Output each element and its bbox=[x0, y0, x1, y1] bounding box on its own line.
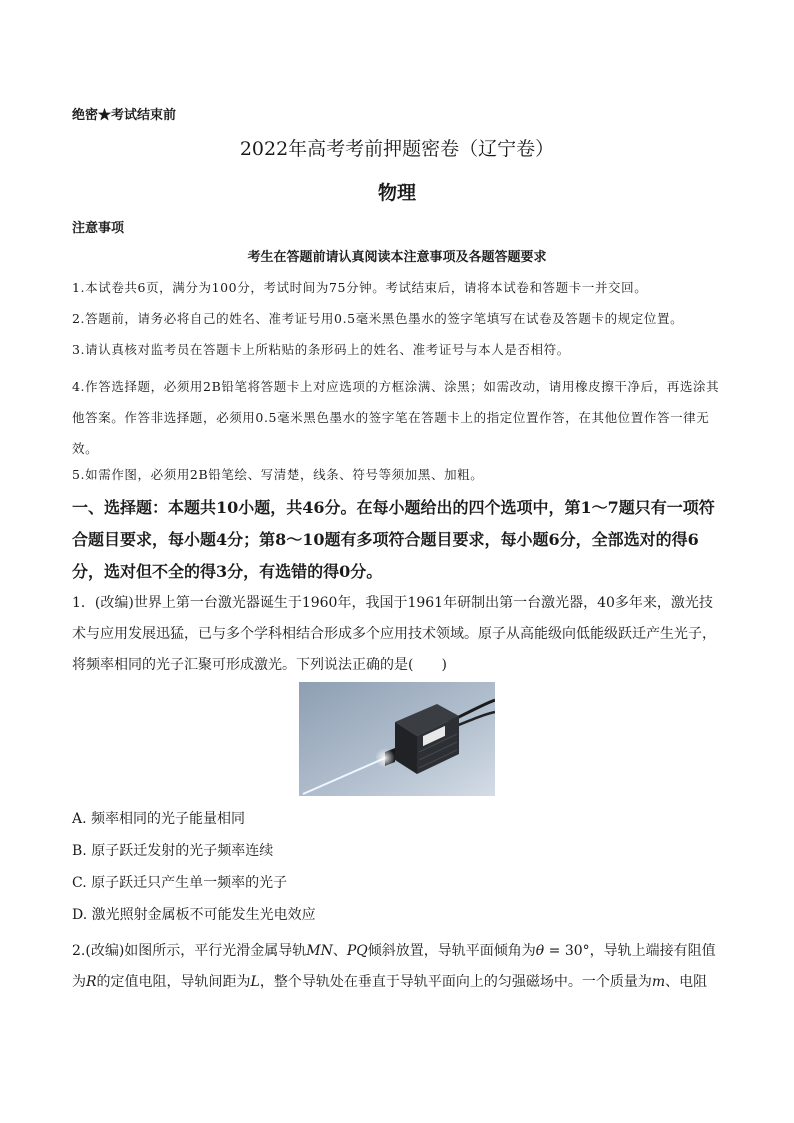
option-c: C. 原子跃迁只产生单一频率的光子 bbox=[72, 875, 288, 891]
option-b: B. 原子跃迁发射的光子频率连续 bbox=[72, 843, 274, 859]
q2-var-theta: θ bbox=[535, 943, 545, 959]
q2-var-pq: PQ bbox=[346, 943, 368, 959]
q2-text: 的定值电阻，导轨间距为 bbox=[96, 974, 251, 990]
section-heading: 一、选择题：本题共10小题，共46分。在每小题给出的四个选项中，第1～7题只有一项符合题目要求，每小题4分；第8～10题有多项符合题目要求，每小题6分，全部选对的得6分，选对但不全的得3分，有选错的得0分。 bbox=[72, 498, 715, 581]
secret-label: 绝密★考试结束前 bbox=[72, 108, 177, 123]
question-2-stem bbox=[72, 936, 722, 998]
subject-title: 物理 bbox=[377, 182, 416, 204]
notice-item: 5.如需作图，必须用2B铅笔绘、写清楚，线条、符号等须加黑、加粗。 bbox=[72, 467, 484, 482]
notice-item: 2.答题前，请务必将自己的姓名、准考证号用0.5毫米黑色墨水的签字笔填写在试卷及答题卡的规定位置。 bbox=[72, 311, 684, 326]
notice-heading: 注意事项 bbox=[72, 221, 125, 236]
option-a: A. 频率相同的光子能量相同 bbox=[72, 811, 246, 827]
q2-var-m: m bbox=[651, 974, 666, 990]
option-d: D. 激光照射金属板不可能发生光电效应 bbox=[72, 907, 316, 923]
q2-var-r: R bbox=[86, 974, 97, 990]
q2-text: = 30°，导轨上端接有阻值为 bbox=[72, 943, 716, 990]
q2-text: 、电阻 bbox=[665, 974, 708, 990]
question-1-stem: 1．(改编)世界上第一台激光器诞生于1960年，我国于1961年研制出第一台激光器，40多年来，激光技术与应用发展迅猛，已与多个学科相结合形成多个应用技术领域。原子从高能级向低能级跃迁产生光子，将频率相同的光子汇聚可形成激光。下列说法正确的是( ) bbox=[72, 595, 716, 673]
laser-device-photo bbox=[299, 682, 495, 796]
q2-var-l: L bbox=[250, 974, 260, 990]
q2-var-mn: MN bbox=[306, 943, 333, 959]
notice-item: 3.请认真核对监考员在答题卡上所粘贴的条形码上的姓名、准考证号与本人是否相符。 bbox=[72, 342, 570, 357]
exam-title: 2022年高考考前押题密卷（辽宁卷） bbox=[239, 138, 555, 160]
notice-item: 1.本试卷共6页，满分为100分，考试时间为75分钟。考试结束后，请将本试卷和答题卡一并交回。 bbox=[72, 280, 648, 295]
notice-item: 4.作答选择题，必须用2B铅笔将答题卡上对应选项的方框涂满、涂黑；如需改动，请用橡皮擦干净后，再选涂其他答案。作答非选择题，必须用0.5毫米黑色墨水的签字笔在答题卡上的指定位置作答，在其他位置作答一律无效。 bbox=[72, 379, 720, 456]
q2-text: ，整个导轨处在垂直于导轨平面向上的匀强磁场中。一个质量为 bbox=[259, 974, 652, 990]
q2-text: 倾斜放置，导轨平面倾角为 bbox=[367, 943, 536, 959]
q2-text: 2.(改编)如图所示，平行光滑金属导轨 bbox=[72, 943, 307, 959]
q2-text: 、 bbox=[332, 943, 347, 959]
notice-subheading: 考生在答题前请认真阅读本注意事项及各题答题要求 bbox=[247, 250, 547, 265]
